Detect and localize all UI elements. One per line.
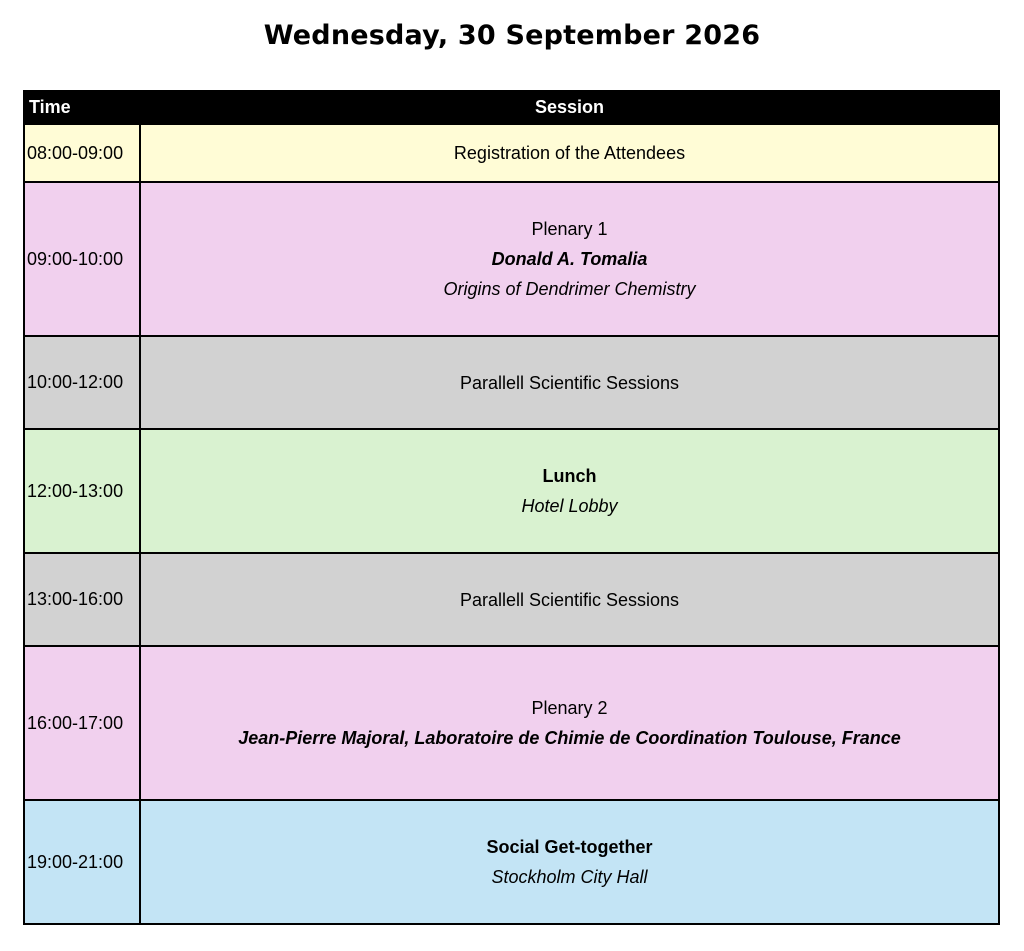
- session-title: Registration of the Attendees: [453, 143, 686, 163]
- row-time: 10:00-12:00: [24, 336, 140, 429]
- session-title: Lunch: [542, 466, 597, 486]
- row-session: [140, 646, 999, 800]
- table-header-row: [24, 91, 999, 124]
- row-session: [140, 553, 999, 646]
- row-time: 13:00-16:00: [24, 553, 140, 646]
- speaker-name: Donald A. Tomalia: [491, 249, 648, 269]
- table-row: [24, 553, 999, 646]
- session-location: Stockholm City Hall: [491, 867, 648, 887]
- row-time: 08:00-09:00: [24, 124, 140, 182]
- session-title: Parallell Scientific Sessions: [459, 589, 680, 610]
- row-session: [140, 124, 999, 182]
- session-title: Plenary 2: [531, 698, 608, 718]
- session-title: Plenary 1: [531, 219, 608, 239]
- row-session: [140, 429, 999, 553]
- page-title: Wednesday, 30 September 2026: [263, 20, 761, 51]
- talk-title: Origins of Dendrimer Chemistry: [443, 279, 696, 299]
- speaker-name: Jean-Pierre Majoral, Laboratoire de Chimie de Coordination Toulouse, France: [238, 728, 901, 748]
- row-time: 12:00-13:00: [24, 429, 140, 553]
- header-session: Session: [140, 91, 999, 124]
- table-row: [24, 182, 999, 336]
- session-title: Parallell Scientific Sessions: [459, 372, 680, 393]
- row-session: [140, 182, 999, 336]
- row-time: 09:00-10:00: [24, 182, 140, 336]
- row-session: [140, 800, 999, 924]
- row-time: 16:00-17:00: [24, 646, 140, 800]
- row-time: 19:00-21:00: [24, 800, 140, 924]
- session-location: Hotel Lobby: [521, 496, 618, 516]
- table-row: [24, 800, 999, 924]
- table-row: [24, 336, 999, 429]
- table-row: [24, 646, 999, 800]
- table-row: [24, 124, 999, 182]
- header-time: Time: [24, 91, 140, 124]
- session-title: Social Get-together: [486, 837, 653, 857]
- table-row: [24, 429, 999, 553]
- row-session: [140, 336, 999, 429]
- schedule-table: [23, 90, 1000, 925]
